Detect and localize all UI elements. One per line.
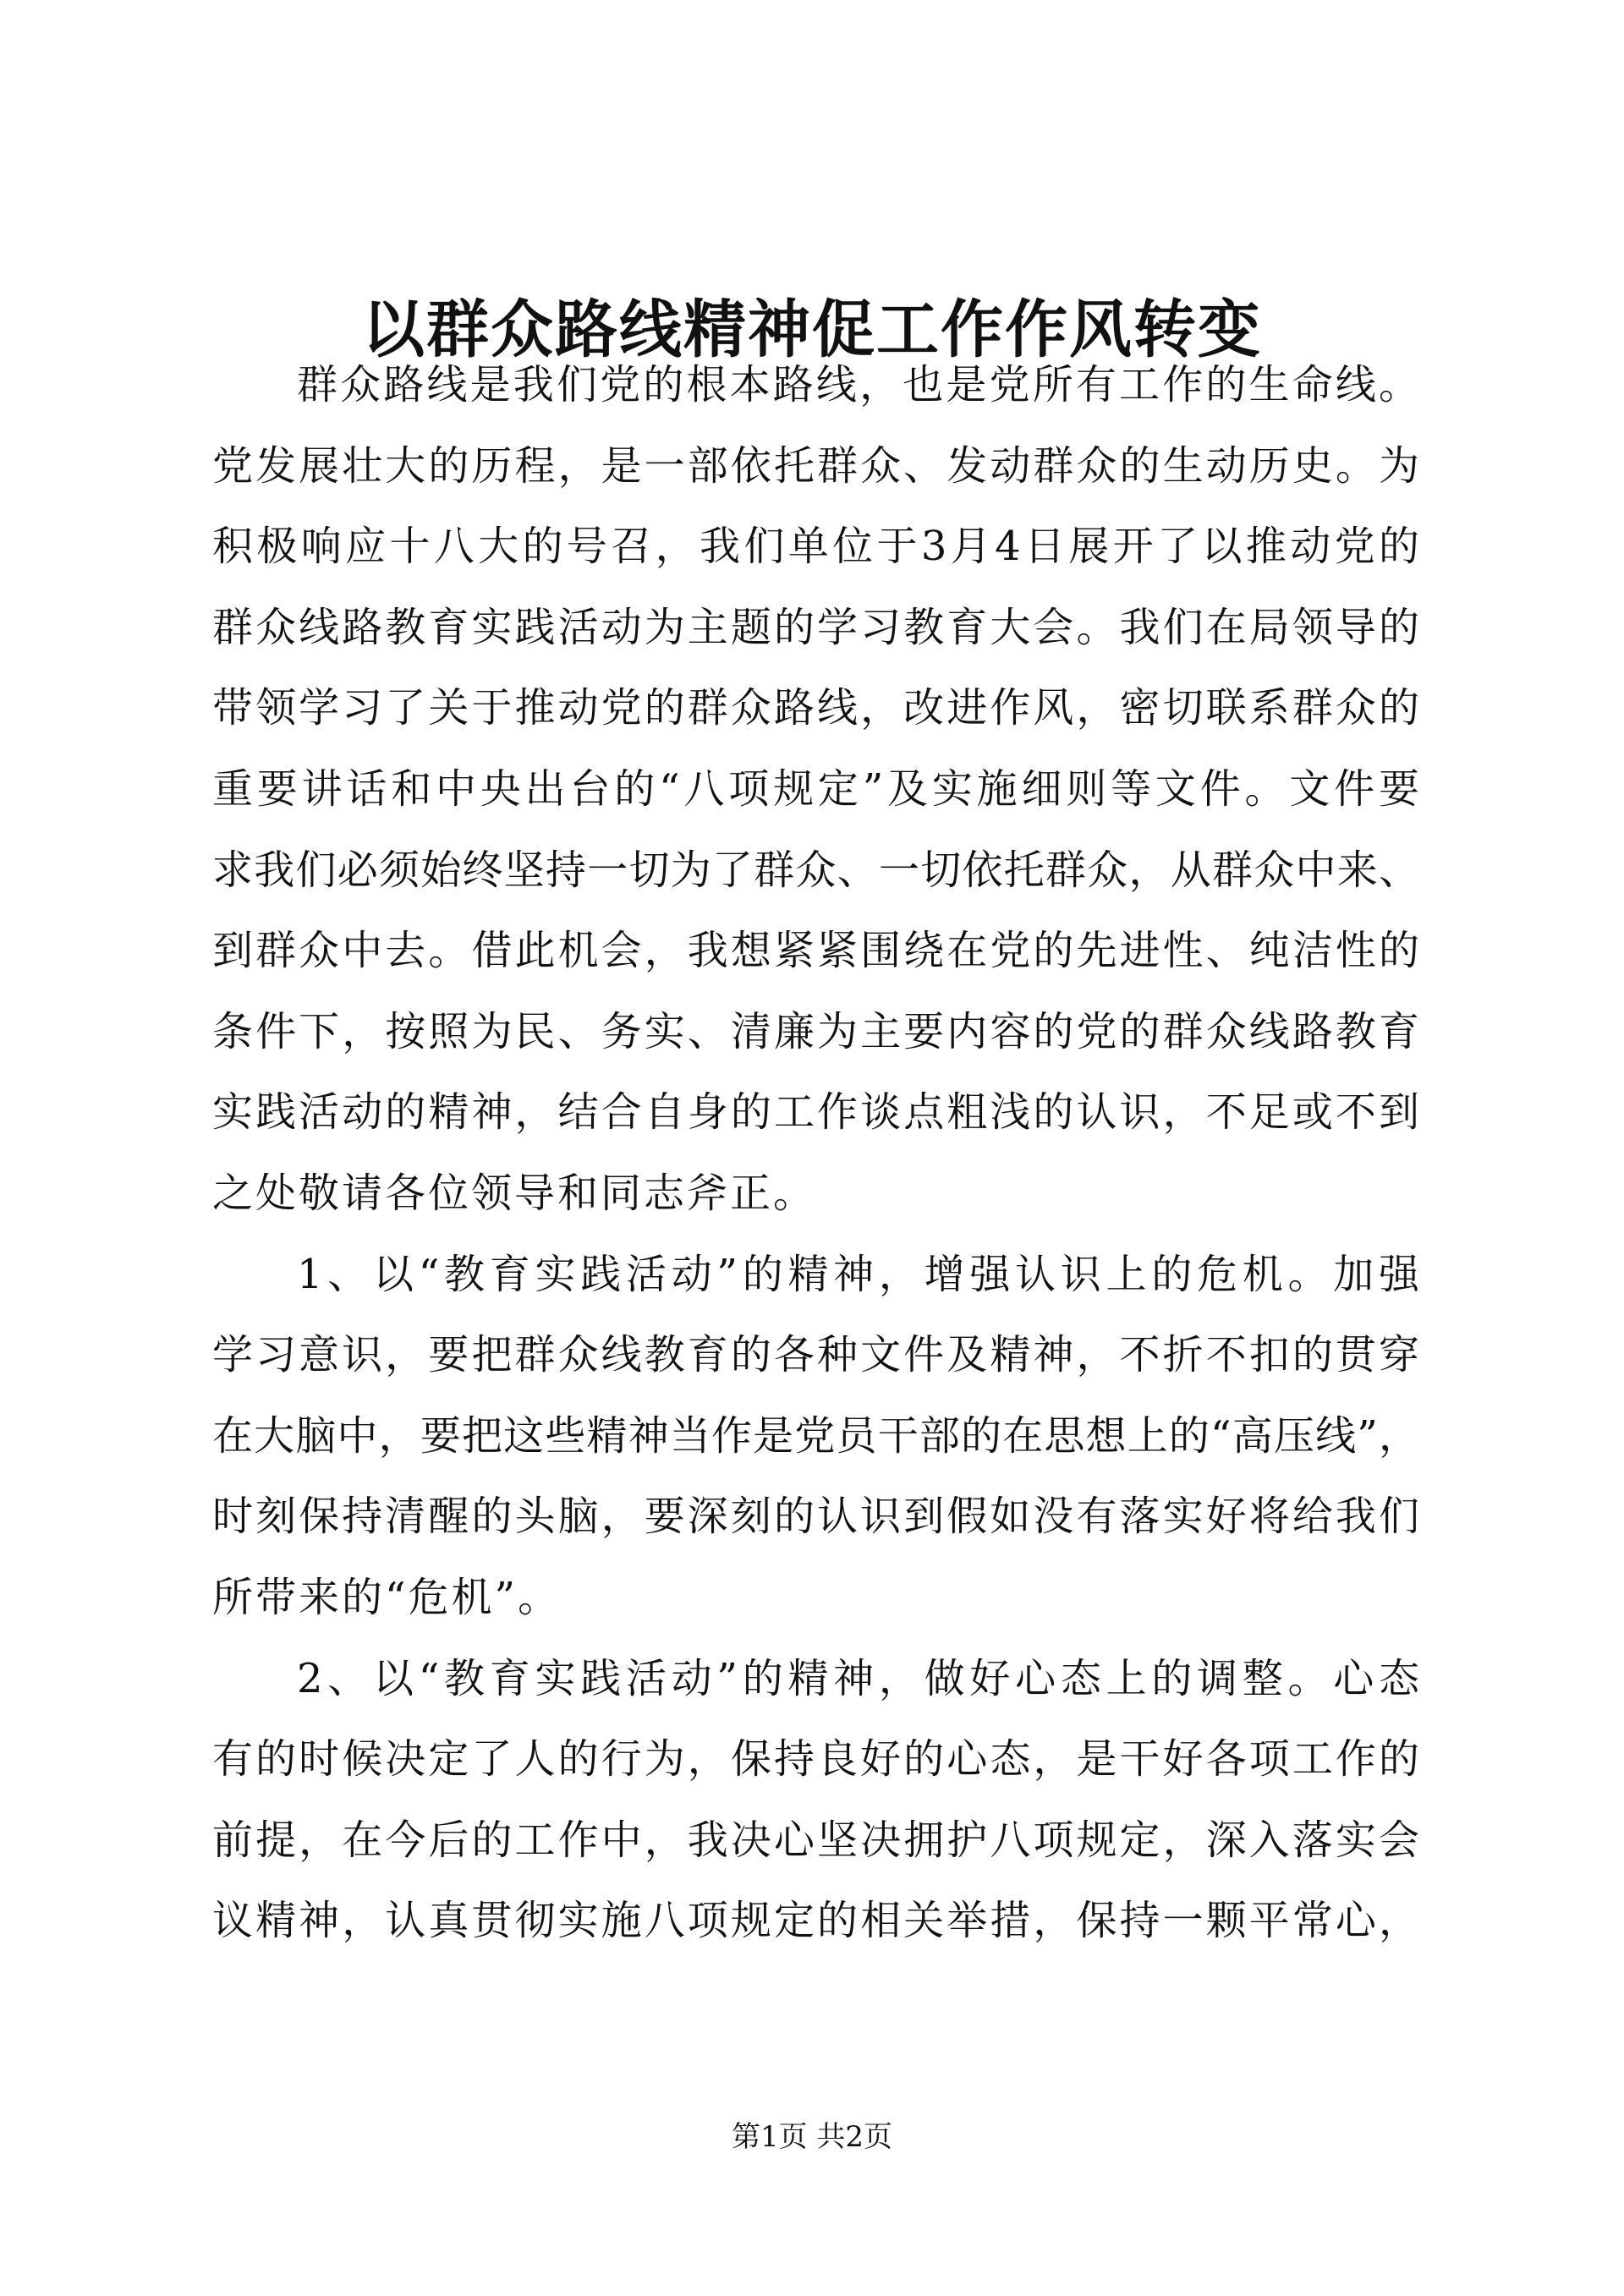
page-footer: 第1页 共2页 <box>731 2120 893 2154</box>
paragraph <box>212 1235 1419 1639</box>
text-line: 有的时候决定了人的行为，保持良好的心态，是干好各项工作的 <box>212 1735 1419 1784</box>
text-line: 1、以“教育实践活动”的精神，增强认识上的危机。加强 <box>297 1250 1419 1298</box>
text-line: 群众线路教育实践活动为主题的学习教育大会。我们在局领导的 <box>212 603 1419 651</box>
text-line: 议精神，认真贯彻实施八项规定的相关举措，保持一颗平常心， <box>212 1897 1419 1945</box>
paragraph <box>212 1639 1419 1962</box>
text-line: 条件下，按照为民、务实、清廉为主要内容的党的群众线路教育 <box>212 1007 1419 1055</box>
text-line: 带领学习了关于推动党的群众路线，改进作风，密切联系群众的 <box>212 684 1419 732</box>
document-title: 以群众路线精神促工作作风转变 <box>362 293 1262 366</box>
text-line: 到群众中去。借此机会，我想紧紧围绕在党的先进性、纯洁性的 <box>212 927 1419 975</box>
text-line: 时刻保持清醒的头脑，要深刻的认识到假如没有落实好将给我们 <box>212 1493 1419 1541</box>
text-line: 在大脑中，要把这些精神当作是党员干部的在思想上的“高压线”， <box>212 1411 1419 1460</box>
text-line: 实践活动的精神，结合自身的工作谈点粗浅的认识，不足或不到 <box>212 1088 1419 1137</box>
text-line: 重要讲话和中央出台的“八项规定”及实施细则等文件。文件要 <box>212 764 1419 813</box>
text-line: 所带来的“危机”。 <box>212 1573 562 1621</box>
text-line: 前提，在今后的工作中，我决心坚决拥护八项规定，深入落实会 <box>212 1816 1419 1864</box>
text-line: 学习意识，要把群众线教育的各种文件及精神，不折不扣的贯穿 <box>212 1331 1419 1379</box>
text-line: 群众路线是我们党的根本路线，也是党所有工作的生命线。 <box>297 361 1419 408</box>
text-line: 之处敬请各位领导和同志斧正。 <box>212 1169 817 1217</box>
text-line: 2、以“教育实践活动”的精神，做好心态上的调整。心态 <box>297 1654 1419 1702</box>
document-body <box>212 345 1419 1962</box>
text-line: 积极响应十八大的号召，我们单位于3月4日展开了以推动党的 <box>212 523 1419 571</box>
text-line: 求我们必须始终坚持一切为了群众、一切依托群众，从群众中来、 <box>212 846 1419 894</box>
paragraph <box>212 345 1419 1235</box>
text-line: 党发展壮大的历程，是一部依托群众、发动群众的生动历史。为 <box>212 441 1419 490</box>
